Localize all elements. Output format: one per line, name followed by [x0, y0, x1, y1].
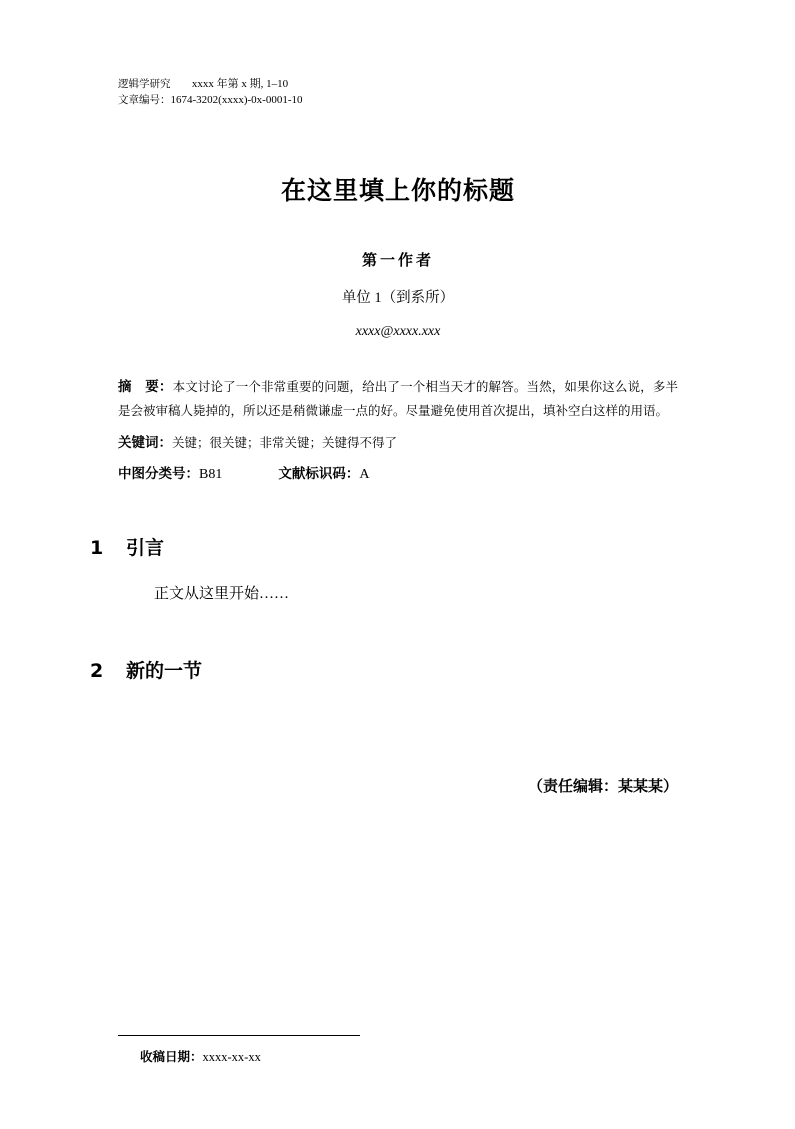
section-title-2: 新的一节: [126, 660, 203, 682]
section-heading-2: [90, 656, 678, 683]
abstract-label: 摘 要：: [118, 379, 173, 395]
classification-block: [118, 463, 678, 486]
section-title-1: 引言: [126, 537, 165, 559]
page-content: [90, 0, 678, 796]
abstract-text: 本文讨论了一个非常重要的问题，给出了一个相当天才的解答。当然，如果你这么说，多半是会被审稿人毙掉的，所以还是稍微谦虚一点的好。尽量避免使用首次提出，填补空白这样的用语。: [118, 379, 678, 418]
footnote-rule: [118, 1035, 360, 1036]
received-date-value: xxxx-xx-xx: [202, 1050, 261, 1064]
section-number-2: 2: [90, 660, 104, 682]
footnote-received-date: [140, 1047, 678, 1065]
author-name: 第一作者: [361, 251, 434, 269]
clc-value: B81: [199, 467, 223, 482]
responsible-editor-line: （责任编辑：某某某）: [527, 777, 678, 795]
keywords-block: [118, 432, 678, 454]
keywords-label: 关键词：: [118, 435, 172, 451]
article-number-label: 文章编号：: [118, 94, 171, 106]
running-head-line-1: [118, 76, 678, 92]
abstract-block: [118, 375, 678, 422]
keywords-values: 关键；很关键；非常关键；关键得不得了: [172, 435, 398, 450]
author-affiliation: 单位 1（到系所）: [341, 290, 455, 306]
issue-info: xxxx 年第 x 期, 1–10: [191, 78, 289, 90]
section-number-1: 1: [90, 537, 104, 559]
received-date-label: 收稿日期：: [140, 1049, 203, 1064]
doc-code-value: A: [359, 467, 370, 482]
running-head-line-2: [118, 92, 678, 108]
author-email: xxxx@xxxx.xxx: [355, 324, 441, 339]
footnote-area: [118, 1035, 678, 1065]
section-paragraph-1: 正文从这里开始……: [154, 586, 290, 602]
clc-label: 中图分类号：: [118, 466, 199, 482]
journal-name: 逻辑学研究: [118, 78, 171, 90]
doc-code-label: 文献标识码：: [278, 466, 360, 482]
section-heading-1: [90, 533, 678, 560]
running-head: [118, 76, 678, 108]
paper-title: 在这里填上你的标题: [280, 176, 515, 205]
article-number-value: 1674-3202(xxxx)-0x-0001-10: [170, 94, 303, 106]
